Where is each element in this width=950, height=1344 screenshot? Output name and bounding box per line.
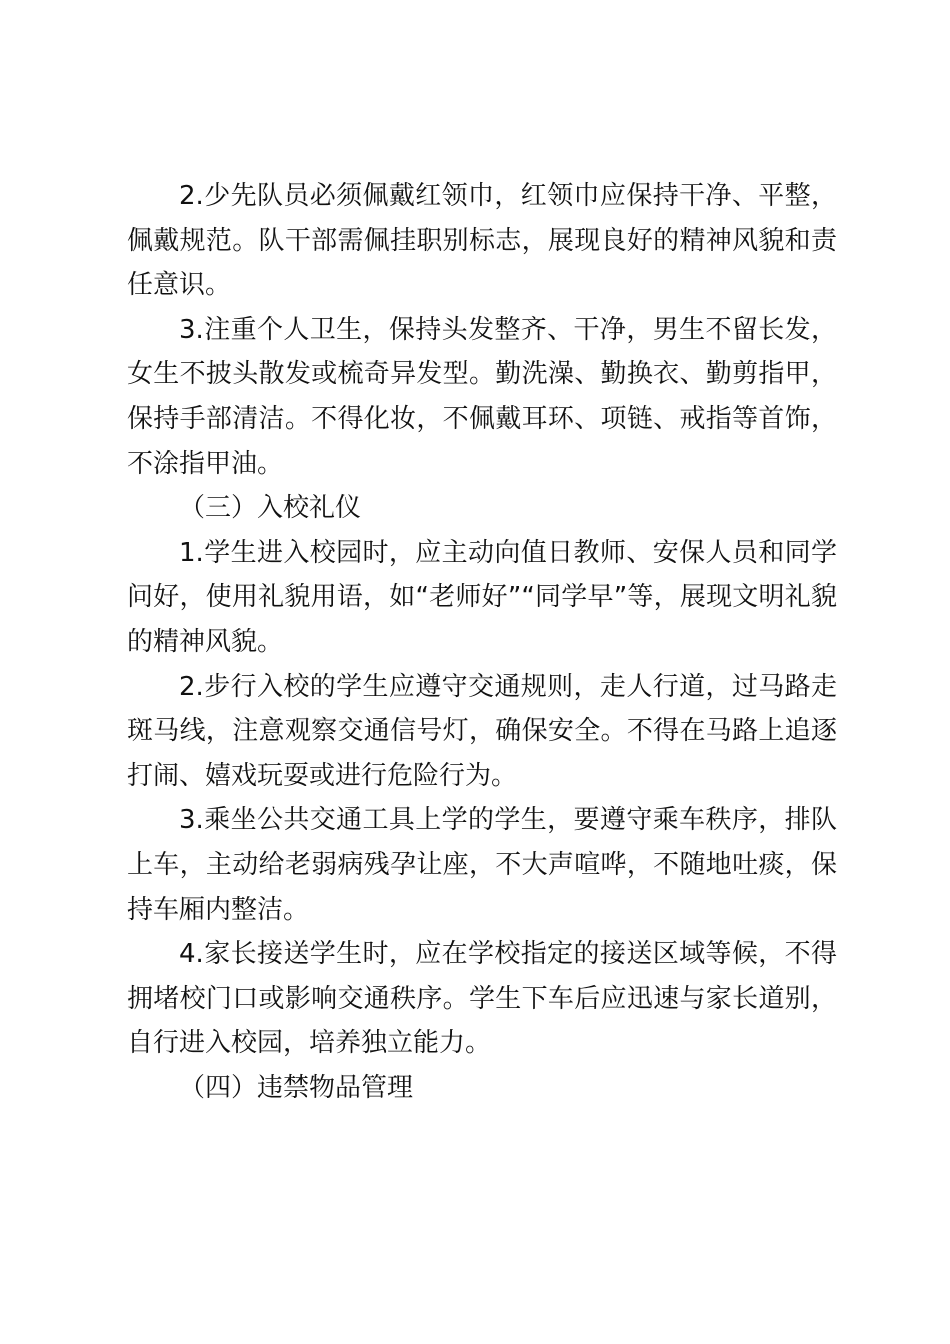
paragraph-personal-hygiene: 3.注重个人卫生，保持头发整齐、干净，男生不留长发，女生不披头散发或梳奇异发型。勤洗澡、勤换衣、勤剪指甲，保持手部清洁。不得化妆，不佩戴耳环、项链、戒指等首饰，不涂指甲油。	[127, 314, 837, 479]
section-heading-entry-etiquette: （三）入校礼仪	[179, 493, 362, 524]
paragraph-uniform-scarf: 2.少先队员必须佩戴红领巾，红领巾应保持干净、平整，佩戴规范。队干部需佩挂职别标志，展现良好的精神风貌和责任意识。	[127, 181, 837, 301]
paragraph-parent-dropoff: 4.家长接送学生时，应在学校指定的接送区域等候，不得拥堵校门口或影响交通秩序。学生下车后应迅速与家长道别，自行进入校园，培养独立能力。	[127, 939, 837, 1059]
paragraph-greeting: 1.学生进入校园时，应主动向值日教师、安保人员和同学问好，使用礼貌用语，如“老师好”“同学早”等，展现文明礼貌的精神风貌。	[127, 537, 837, 657]
document-body	[127, 174, 837, 1110]
paragraph-walking-safety: 2.步行入校的学生应遵守交通规则，走人行道，过马路走斑马线，注意观察交通信号灯，确保安全。不得在马路上追逐打闹、嬉戏玩耍或进行危险行为。	[127, 671, 837, 791]
section-heading-prohibited-items: （四）违禁物品管理	[179, 1072, 414, 1103]
paragraph-public-transport: 3.乘坐公共交通工具上学的学生，要遵守乘车秩序，排队上车，主动给老弱病残孕让座，不大声喧哗，不随地吐痰，保持车厢内整洁。	[127, 805, 837, 925]
